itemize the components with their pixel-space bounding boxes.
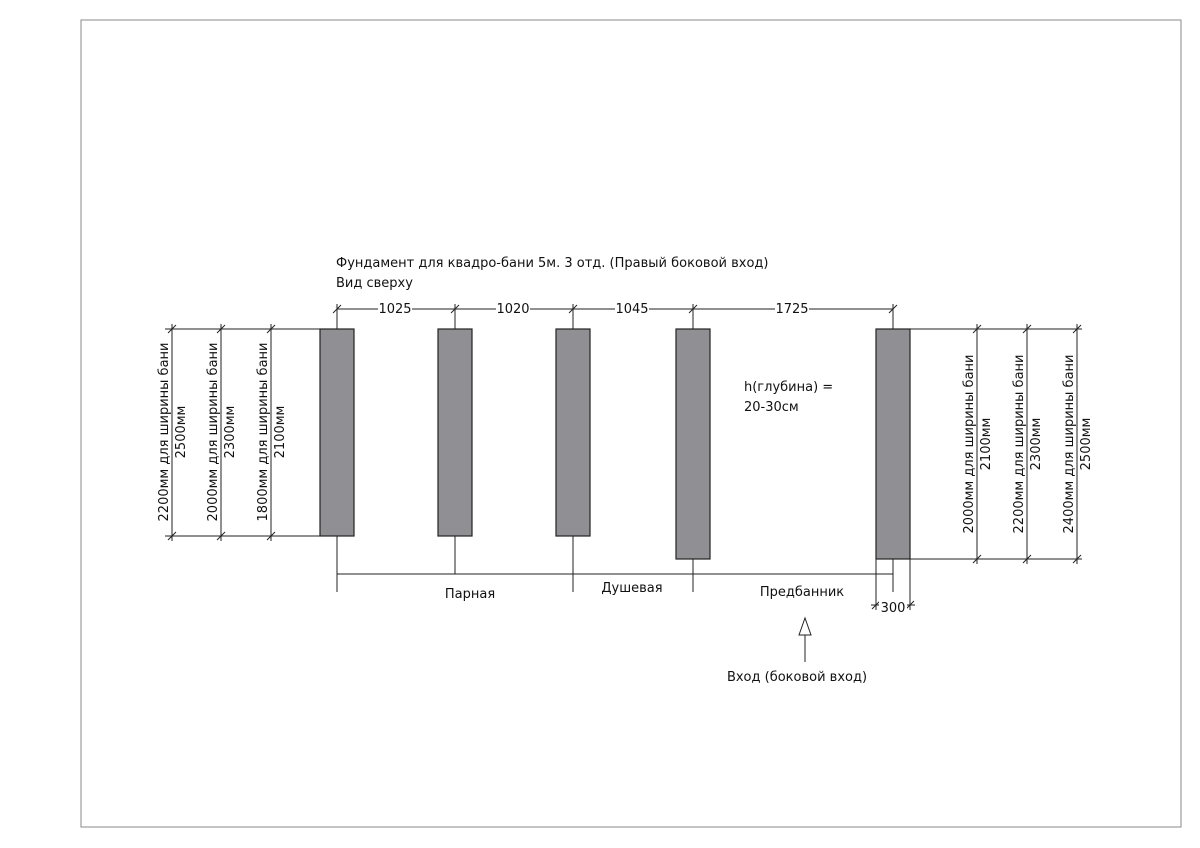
left-dim-2-line2: 2300мм (223, 405, 238, 459)
right-dimension-lines (910, 324, 1082, 564)
left-dim-1 (157, 343, 189, 522)
spacing-2-label: 1020 (496, 302, 530, 317)
spacing-3-label: 1045 (615, 302, 649, 317)
right-dim-3-line1: 2400мм для ширины бани (1062, 354, 1077, 534)
right-dim-2-line1: 2200мм для ширины бани (1012, 354, 1027, 534)
spacing-4-label: 1725 (775, 302, 809, 317)
entrance-arrow (799, 618, 811, 662)
right-dim-1 (962, 355, 994, 534)
left-dim-2 (206, 343, 238, 522)
room-label-steam: Парная (444, 587, 496, 602)
depth-note-line2: 20-30см (744, 400, 799, 415)
left-dim-2-line1: 2000мм для ширины бани (206, 342, 221, 522)
foundation-strip-2 (438, 329, 472, 536)
room-label-dressing: Предбанник (759, 585, 845, 600)
right-dim-3 (1062, 355, 1094, 534)
right-dim-3-line2: 2500мм (1079, 417, 1094, 471)
entrance-label: Вход (боковой вход) (726, 670, 868, 685)
foundation-strip-4 (676, 329, 710, 559)
drawing-subtitle: Вид сверху (336, 276, 413, 291)
foundation-strip-5 (876, 329, 910, 559)
foundation-strip-3 (556, 329, 590, 536)
left-dim-1-line1: 2200мм для ширины бани (157, 342, 172, 522)
spacing-1-label: 1025 (378, 302, 412, 317)
left-dim-1-line2: 2500мм (174, 405, 189, 459)
drawing-title: Фундамент для квадро-бани 5м. 3 отд. (Правый боковой вход) (336, 256, 769, 271)
left-dim-3-line1: 1800мм для ширины бани (256, 342, 271, 522)
right-dim-1-line1: 2000мм для ширины бани (962, 354, 977, 534)
right-dim-2 (1012, 355, 1044, 534)
depth-note-line1: h(глубина) = (744, 380, 834, 395)
foundation-strip-1 (320, 329, 354, 536)
left-dim-3 (256, 343, 288, 522)
right-dim-1-line2: 2100мм (979, 417, 994, 471)
wall-width-label: 300 (880, 601, 906, 616)
left-dim-3-line2: 2100мм (273, 405, 288, 459)
room-label-shower: Душевая (601, 581, 663, 596)
right-dim-2-line2: 2300мм (1029, 417, 1044, 471)
